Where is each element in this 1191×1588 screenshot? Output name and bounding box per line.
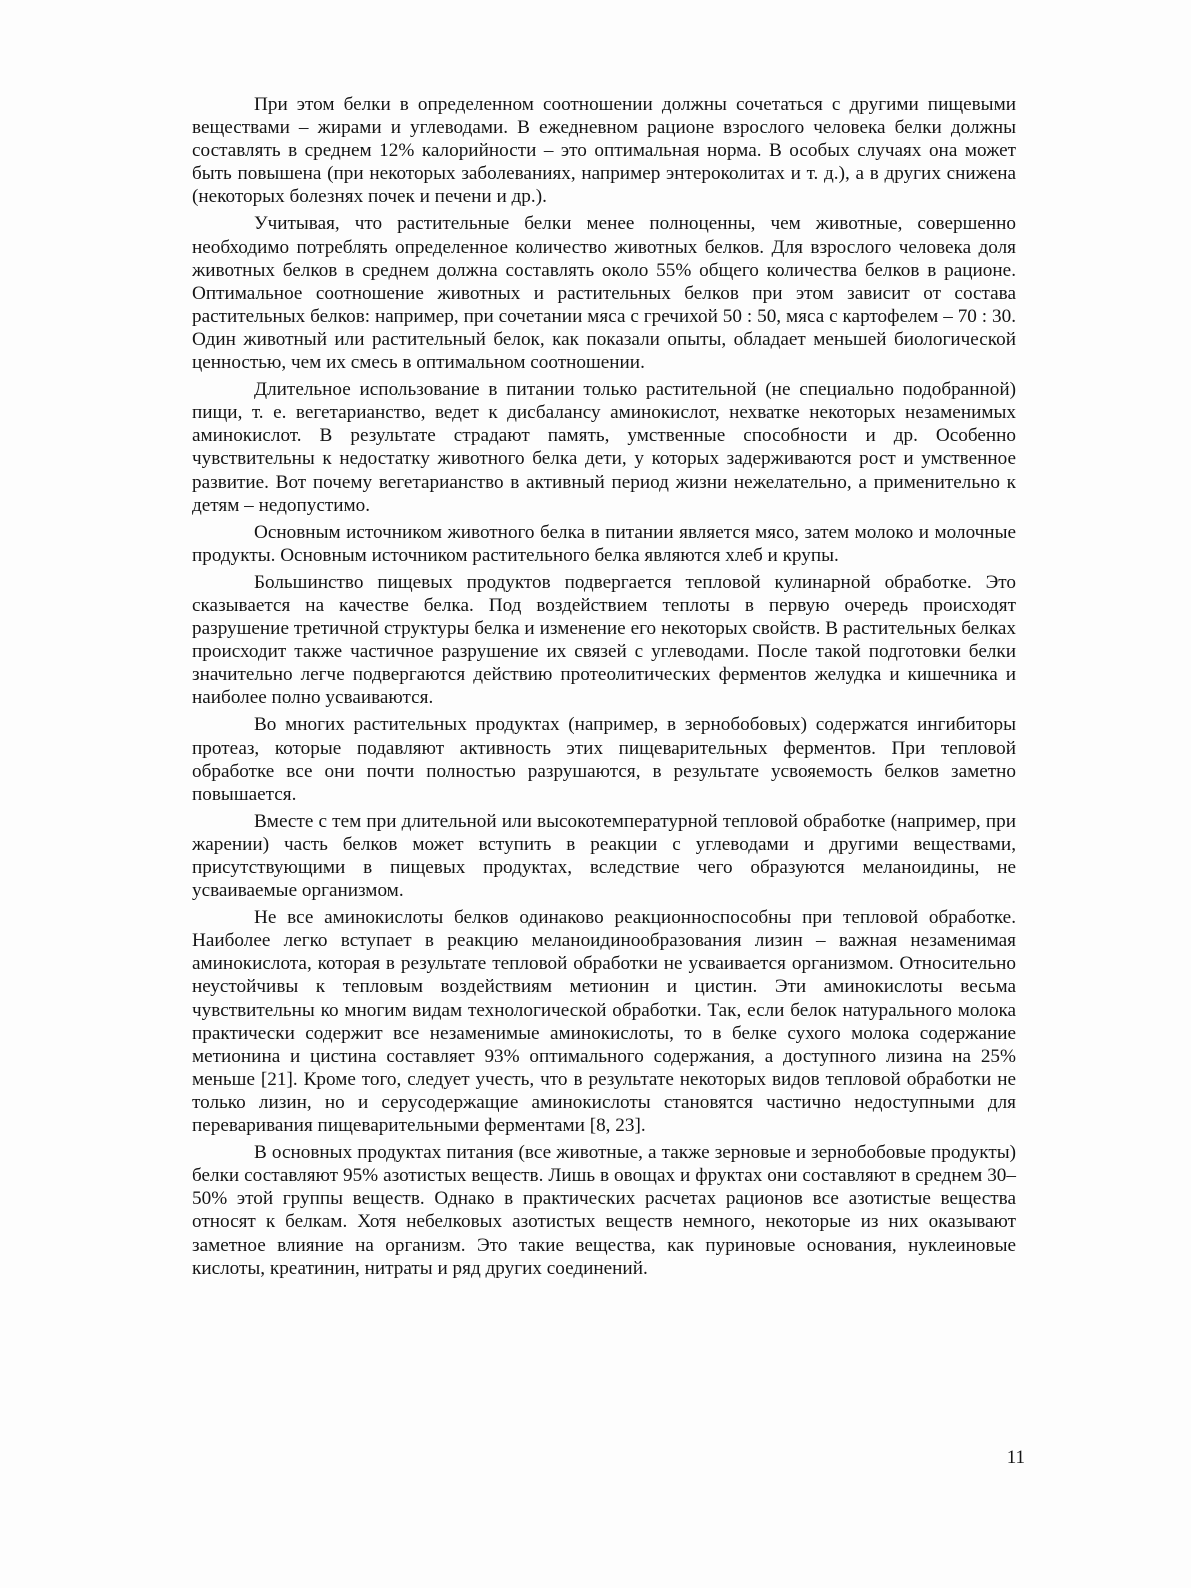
paragraph: Во многих растительных продуктах (например, в зернобобовых) содержатся ингибиторы протеаз, которые подавляют активность этих пищеварительных ферментов. При тепловой обработке все они почти полностью разрушаются, в результате усвояемость белков заметно повышается. [192, 714, 1016, 805]
paragraph: Длительное использование в питании только растительной (не специально подобранной) пищи, т. е. вегетарианство, ведет к дисбалансу аминокислот, нехватке некоторых незаменимых аминокислот. В результате страдают память, умственные способности и др. Особенно чувствительны к недостатку животного белка дети, у которых задерживаются рост и умственное развитие. Вот почему вегетарианство в активный период жизни нежелательно, а применительно к детям – недопустимо. [192, 379, 1016, 516]
paragraph: В основных продуктах питания (все животные, а также зерновые и зернобобовые продукты) белки составляют 95% азотистых веществ. Лишь в овощах и фруктах они составляют в среднем 30–50% этой группы веществ. Однако в практических расчетах рационов все азотистые вещества относят к белкам. Хотя небелковых азотистых веществ немного, некоторые из них оказывают заметное влияние на организм. Это такие вещества, как пуриновые основания, нуклеиновые кислоты, креатинин, нитраты и ряд других соединений. [192, 1142, 1016, 1279]
paragraph: Вместе с тем при длительной или высокотемпературной тепловой обработке (например, при жарении) часть белков может вступить в реакции с углеводами и другими веществами, присутствующими в пищевых продуктах, вследствие чего образуются меланоидины, не усваиваемые организмом. [192, 810, 1016, 902]
body-text [192, 93, 1016, 1280]
page-number: 11 [1006, 1447, 1025, 1468]
paragraph: Основным источником животного белка в питании является мясо, затем молоко и молочные продукты. Основным источником растительного белка являются хлеб и крупы. [192, 521, 1016, 566]
paragraph: При этом белки в определенном соотношении должны сочетаться с другими пищевыми веществами – жирами и углеводами. В ежедневном рационе взрослого человека белки должны составлять в среднем 12% калорийности – это оптимальная норма. В особых случаях она может быть повышена (при некоторых заболеваниях, например энтероколитах и т. д.), а в других снижена (некоторых болезнях почек и печени и др.). [192, 94, 1016, 208]
paragraph: Не все аминокислоты белков одинаково реакционноспособны при тепловой обработке. Наиболее легко вступает в реакцию меланоидинообразования лизин – важная незаменимая аминокислота, которая в результате тепловой обработки не усваивается организмом. Относительно неустойчивы к тепловым воздействиям метионин и цистин. Эти аминокислоты весьма чувствительны ко многим видам технологической обработки. Так, если белок натурального молока практически содержит все незаменимые аминокислоты, то в белке сухого молока содержание метионина и цистина составляет 93% оптимального содержания, а доступного лизина на 25% меньше [21]. Кроме того, следует учесть, что в результате некоторых видов тепловой обработки не только лизин, но и серусодержащие аминокислоты становятся частично недоступными для переваривания пищеварительными ферментами [8, 23]. [192, 907, 1016, 1137]
paragraph: Большинство пищевых продуктов подвергается тепловой кулинарной обработке. Это сказывается на качестве белка. Под воздействием теплоты в первую очередь происходят разрушение третичной структуры белка и изменение его некоторых свойств. В растительных белках происходит также частичное разрушение их связей с углеводами. После такой подготовки белки значительно легче подвергаются действию протеолитических ферментов желудка и кишечника и наиболее полно усваиваются. [192, 571, 1016, 709]
paragraph: Учитывая, что растительные белки менее полноценны, чем животные, совершенно необходимо потреблять определенное количество животных белков. Для взрослого человека доля животных белков в среднем должна составлять около 55% общего количества белков в рационе. Оптимальное соотношение животных и растительных белков при этом зависит от состава растительных белков: например, при сочетании мяса с гречихой 50 : 50, мяса с картофелем – 70 : 30. Один животный или растительный белок, как показали опыты, обладает меньшей биологической ценностью, чем их смесь в оптимальном соотношении. [192, 213, 1016, 374]
